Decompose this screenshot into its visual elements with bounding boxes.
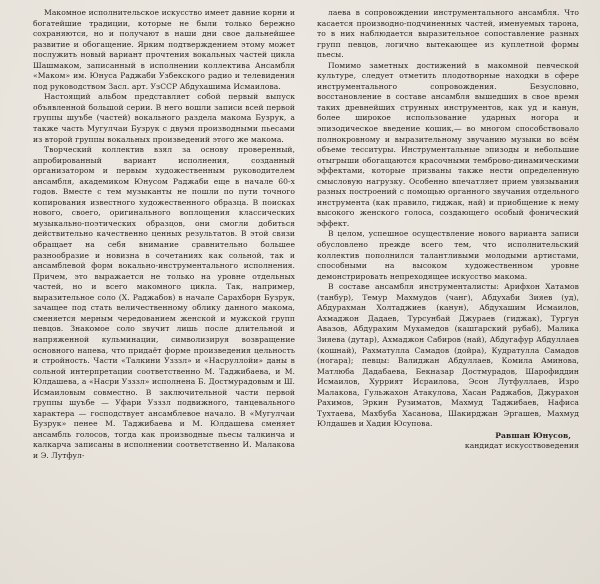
- right-text-column: [317, 8, 579, 452]
- paragraph: Настоящий альбом представляет собой первый выпуск объявленной большой серии. В него вошли записи всей первой группы шуъбе (частей) вокального раздела макома Бузрук, а также часть Мугулчаи Бузрук с двумя производными пьесами из второй группы вокальных произведений этого же макома.: [33, 92, 295, 144]
- paragraph: Макомное исполнительское искусство имеет давние корни и богатейшие традиции, которые не были только бережно сохраняются, но и получают в наши дни свое дальнейшее развитие и обогащение. Ярким подтверждением этому может послужить новый вариант прочтения вокальных частей цикла Шашмаком, записанный в исполнении коллектива Ансамбля «Маком» им. Юнуса Раджаби Узбекского радио и телевидения под руководством Засл. арт. УзССР Абдухашима Исмаилова.: [33, 8, 295, 91]
- paragraph: лаева в сопровождении инструментального ансамбля. Что касается производно-подчиненных частей, именуемых тарона, то в них наблюдается выразительное сопоставление разных групп певцов, логично вытекающее из куплетной формы пьесы.: [317, 8, 579, 60]
- author-title: кандидат искусствоведения: [464, 441, 579, 451]
- author-name: Равшан Юнусов,: [495, 430, 571, 440]
- paragraph: Помимо заметных достижений в макомной певческой культуре, следует отметить плодотворные находки в сфере инструментального сопровождения. Безусловно, восстановление в составе ансамбля вышедших в свое время таких древнейших струнных инструментов, как уд и канун, более широкое использование ударных ногора и эпизодическое введение кошик,— во многом способствовало полнокровному и выразительному звучанию музыки во всём объеме тесситуры. Инструментальные эпизоды и небольшие отыгрыши обогащаются красочными темброво-динамическими эффектами, которые призваны также нести определенную смысловую нагрузку. Особенно впечатляет прием увязывания разных построений с помощью органного звучания отдельного инструмента (как правило, гиджак, най) и приобщение к нему высокого женского голоса, создающего особый фонический эффект.: [317, 60, 579, 228]
- paragraph: В составе ансамбля инструменталисты: Арифхон Хатамов (танбур), Темур Махмудов (чанг), Абдухаби Зияев (уд), Абдурахман Холтаджиев (канун), Абдухашим Исмаилов, Ахмаджон Дадаев, Турсунбай Джураев (гиджак), Тургун Авазов, Абдурахим Мухамедов (кашгарский рубаб), Малика Зияева (дутар), Ахмаджон Сабиров (най), Абдугафур Абдуллаев (кошнай), Рахматулла Самадов (дойра), Кудратулла Самадов (ногара); певцы: Валиджан Абдуллаев, Комила Аминова, Матлюба Дадабаева, Бекназар Достмурадов, Шарофиддин Исмаилов, Хуррият Исраилова, Эсон Лутфуллаев, Изро Малакова, Гульжахон Атакулова, Хасан Раджабов, Джурахон Рахимов, Эркин Рузиматов, Махмуд Таджибаев, Нафиса Тухтаева, Махбуба Хасанова, Шакирджан Эргашев, Махмуд Юлдашев и Хадия Юсупова.: [317, 282, 579, 429]
- paragraph: В целом, успешное осуществление нового варианта записи обусловлено прежде всего тем, что исполнительский коллектив пополнился талантливыми молодыми артистами, способными на высоком художественном уровне демонстрировать непреходящее искусство макома.: [317, 229, 579, 281]
- left-text-column: [33, 8, 295, 462]
- paragraph: Творческий коллектив взял за основу проверенный, апробированный вариант исполнения, созданный организатором и первым художественным руководителем ансамбля, академиком Юнусом Раджаби еще в начале 60-х годов. Вместе с тем музыканты не пошли по пути точного копирования известного художественного образца. В поисках нового, своего, оригинального воплощения классических музыкально-поэтических образцов, они смогли добиться действительно качественно ценных результатов. В этой связи обращает на себя внимание сравнительно большее разнообразие и новизна в сочетаниях как сольной, так и ансамблевой форм вокально-инструментального исполнения. Причем, это выражается не только на уровне отдельных частей, но и всего макомного цикла. Так, например, выразительное соло (Х. Раджабов) в начале Сарахборн Бузрук, зачащее под стать величественному облику данного макома, сменяется мерным чередованием женской и мужской групп певцов. Знакомое соло звучит лишь после длительной и напряженной кульминации, символизируя возвращение основного напева, что придаёт форме произведения цельность и стройность. Части «Талкини Узззл» и «Насруллойи» даны в сольной интерпретации соответственно М. Таджибаева, и М. Юлдашева, а «Насри Узззл» исполнена Б. Достмурадовым и Ш. Исмаиловым совместно. В заключительной части первой группы шуъбе — Уфари Узззл подвижного, танцевального характера — господствует ансамблевое начало. В «Мугулчаи Бузрук» пенее М. Таджибаева и М. Юлдашева сменяет ансамбль голосов, тогда как производные пьесы талкинча и калкарча записаны в исполнении соответственно И. Малакова и Э. Лутфул-: [33, 145, 295, 460]
- author-signature: [317, 431, 579, 452]
